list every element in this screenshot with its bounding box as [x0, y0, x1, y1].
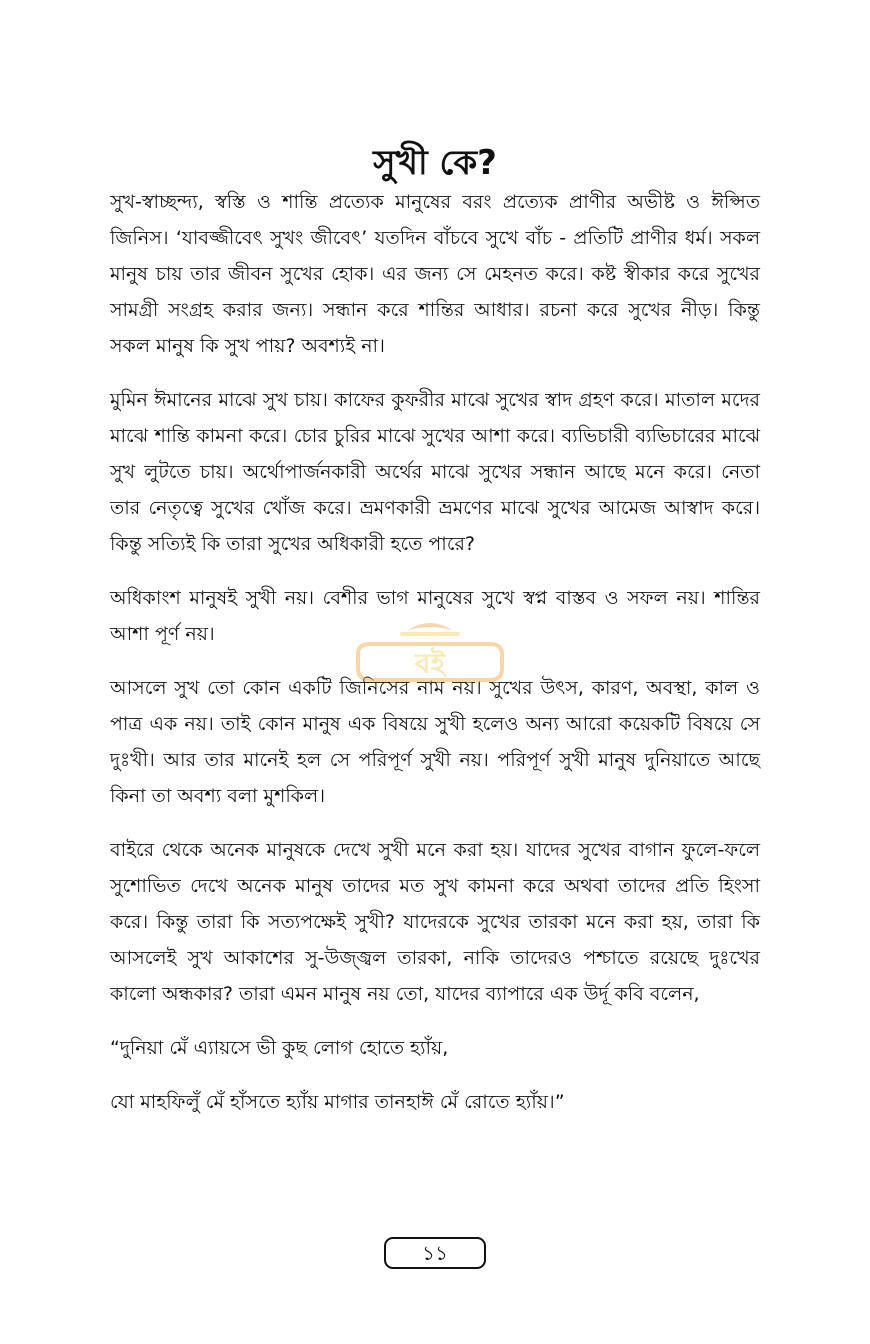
paragraph-1: সুখ-স্বাচ্ছন্দ্য, স্বস্তি ও শান্তি প্রত্যেক মানুষের বরং প্রত্যেক প্রাণীর অভীষ্ট ও ঈপ্সিত জিনিস। ‘যাবজ্জীবেৎ সুখং জীবেৎ’ যতদিন বাঁচবে সুখে বাঁচ - প্রতিটি প্রাণীর ধর্ম। সকল মানুষ চায় তার জীবন সুখের হোক। এর জন্য সে মেহনত করে। কষ্ট স্বীকার করে সুখের সামগ্রী সংগ্রহ করার জন্য। সন্ধান করে শান্তির আধার। রচনা করে সুখের নীড়। কিন্তু সকল মানুষ কি সুখ পায়? অবশ্যই না।: [110, 191, 760, 357]
page-number: ১১: [384, 1237, 486, 1269]
watermark-text: বই: [414, 647, 446, 680]
body-text: [110, 184, 760, 1138]
paragraph-4: আসলে সুখ তো কোন একটি জিনিসের নাম নয়। সুখের উৎস, কারণ, অবস্থা, কাল ও পাত্র এক নয়। তাই কোন মানুষ এক বিষয়ে সুখী হলেও অন্য আরো কয়েকটি বিষয়ে সে দুঃখী। আর তার মানেই হল সে পরিপূর্ণ সুখী নয়। পরিপূর্ণ সুখী মানুষ দুনিয়াতে আছে কিনা তা অবশ্য বলা মুশকিল।: [110, 677, 760, 807]
paragraph-2: মুমিন ঈমানের মাঝে সুখ চায়। কাফের কুফরীর মাঝে সুখের স্বাদ গ্রহণ করে। মাতাল মদের মাঝে শান্তি কামনা করে। চোর চুরির মাঝে সুখের আশা করে। ব্যভিচারী ব্যভিচারের মাঝে সুখ লুটতে চায়। অর্থোপার্জনকারী অর্থের মাঝে সুখের সন্ধান আছে মনে করে। নেতা তার নেতৃত্বে সুখের খোঁজ করে। ভ্রমণকারী ভ্রমণের মাঝে সুখের আমেজ আস্বাদ করে। কিন্তু সত্যিই কি তারা সুখের অধিকারী হতে পারে?: [110, 389, 760, 555]
quote-line-2: যো মাহফিলুঁ মেঁ হাঁসতে হ্যাঁয় মাগার তানহাঈ মেঁ রোতে হ্যাঁয়।”: [110, 1091, 565, 1113]
chapter-title: সুখী কে?: [373, 142, 497, 183]
paragraph-5: বাইরে থেকে অনেক মানুষকে দেখে সুখী মনে করা হয়। যাদের সুখের বাগান ফুলে-ফলে সুশোভিত দেখে অনেক মানুষ তাদের মত সুখ কামনা করে অথবা তাদের প্রতি হিংসা করে। কিন্তু তারা কি সত্যপক্ষেই সুখী? যাদেরকে সুখের তারকা মনে করা হয়, তারা কি আসলেই সুখ আকাশের সু-উজ্জ্বল তারকা, নাকি তাদেরও পশ্চাতে রয়েছে দুঃখের কালো অন্ধকার? তারা এমন মানুষ নয় তো, যাদের ব্যাপারে এক উর্দূ কবি বলেন,: [110, 839, 760, 1005]
paragraph-3: অধিকাংশ মানুষই সুখী নয়। বেশীর ভাগ মানুষের সুখে স্বপ্ন বাস্তব ও সফল নয়। শান্তির আশা পূর্ণ নয়।: [110, 587, 760, 645]
quote-line-1: “দুনিয়া মেঁ এ্যায়সে ভী কুছ লোগ হোতে হ্যাঁয়,: [110, 1037, 449, 1059]
